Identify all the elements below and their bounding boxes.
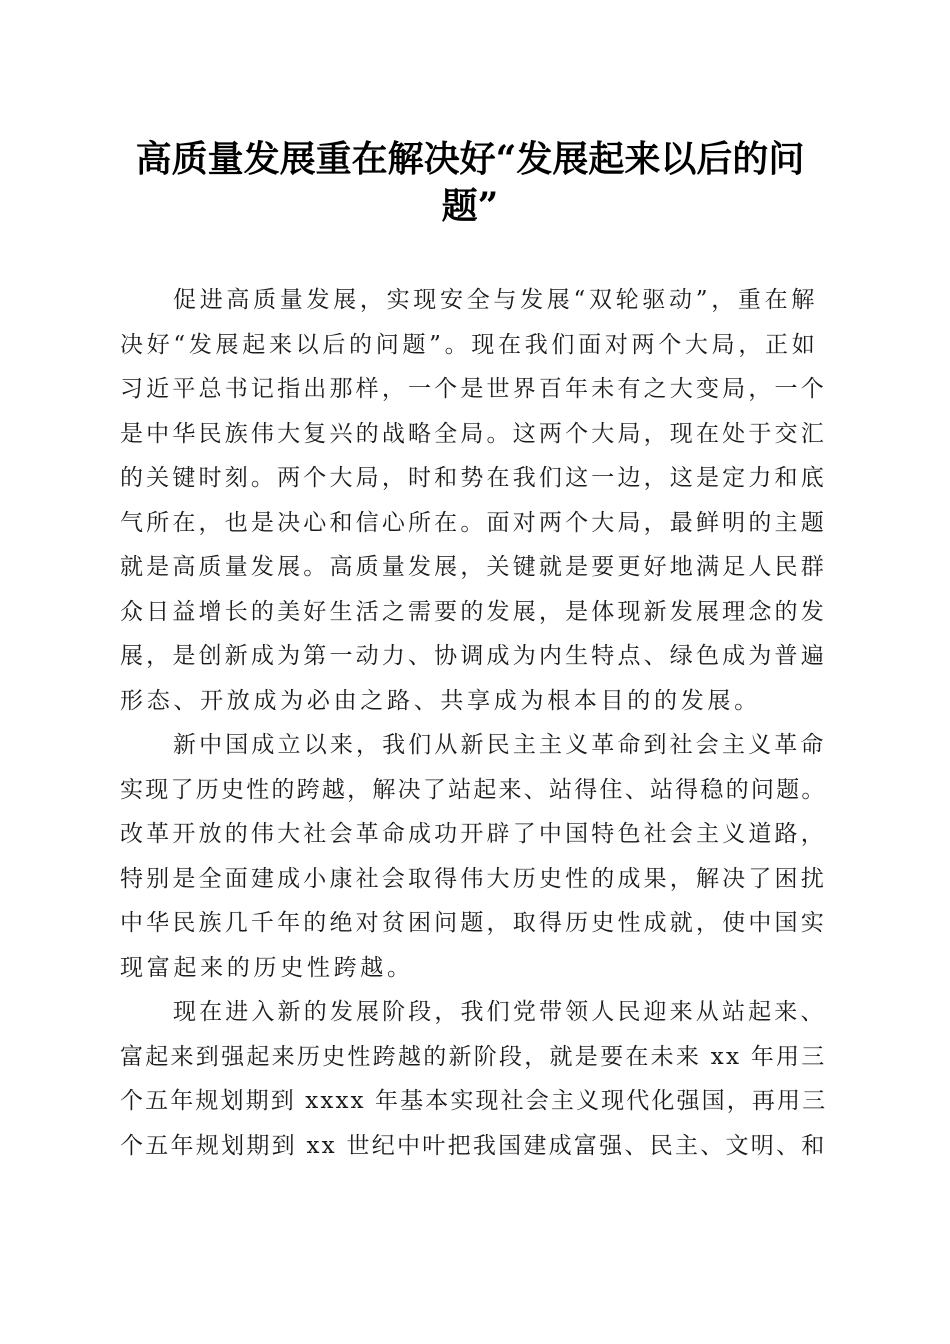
text-line: 习近平总书记指出那样，一个是世界百年未有之大变局，一个 xyxy=(120,376,827,402)
text-line: 促进高质量发展，实现安全与发展“双轮驱动”，重在解 xyxy=(173,287,819,313)
text-line: 特别是全面建成小康社会取得伟大历史性的成果，解决了困扰 xyxy=(120,865,827,892)
text-line: 展，是创新成为第一动力、协调成为内生特点、绿色成为普遍 xyxy=(120,643,827,669)
paragraph-2 xyxy=(120,723,828,990)
document-title xyxy=(120,136,820,230)
text-line: 新中国成立以来，我们从新民主主义革命到社会主义革命 xyxy=(173,732,827,758)
paragraph-1 xyxy=(120,278,828,723)
title-line: 高质量发展重在解决好“发展起来以后的问 xyxy=(135,138,805,180)
text-line: 个五年规划期到 xx 世纪中叶把我国建成富强、民主、文明、和 xyxy=(120,1132,827,1159)
text-line: 决好“发展起来以后的问题”。现在我们面对两个大局，正如 xyxy=(120,331,819,358)
text-line: 气所在，也是决心和信心所在。面对两个大局，最鲜明的主题 xyxy=(120,509,827,536)
text-line: 现富起来的历史性跨越。 xyxy=(120,954,414,981)
document-body xyxy=(120,278,828,1168)
text-line: 的关键时刻。两个大局，时和势在我们这一边，这是定力和底 xyxy=(120,465,827,491)
text-line: 改革开放的伟大社会革命成功开辟了中国特色社会主义道路， xyxy=(120,821,827,847)
text-line: 实现了历史性的跨越，解决了站起来、站得住、站得稳的问题。 xyxy=(120,776,827,803)
paragraph-3 xyxy=(120,990,828,1168)
text-line: 富起来到强起来历史性跨越的新阶段，就是要在未来 xx 年用三 xyxy=(120,1043,827,1070)
text-line: 形态、开放成为必由之路、共享成为根本目的的发展。 xyxy=(120,687,761,714)
text-line: 就是高质量发展。高质量发展，关键就是要更好地满足人民群 xyxy=(120,554,827,580)
title-line: 题” xyxy=(441,185,499,227)
text-line: 众日益增长的美好生活之需要的发展，是体现新发展理念的发 xyxy=(120,598,827,625)
text-line: 现在进入新的发展阶段，我们党带领人民迎来从站起来、 xyxy=(173,999,827,1025)
text-line: 是中华民族伟大复兴的战略全局。这两个大局，现在处于交汇 xyxy=(120,420,827,447)
text-line: 个五年规划期到 xxxx 年基本实现社会主义现代化强国，再用三 xyxy=(120,1088,828,1114)
text-line: 中华民族几千年的绝对贫困问题，取得历史性成就，使中国实 xyxy=(120,910,827,936)
